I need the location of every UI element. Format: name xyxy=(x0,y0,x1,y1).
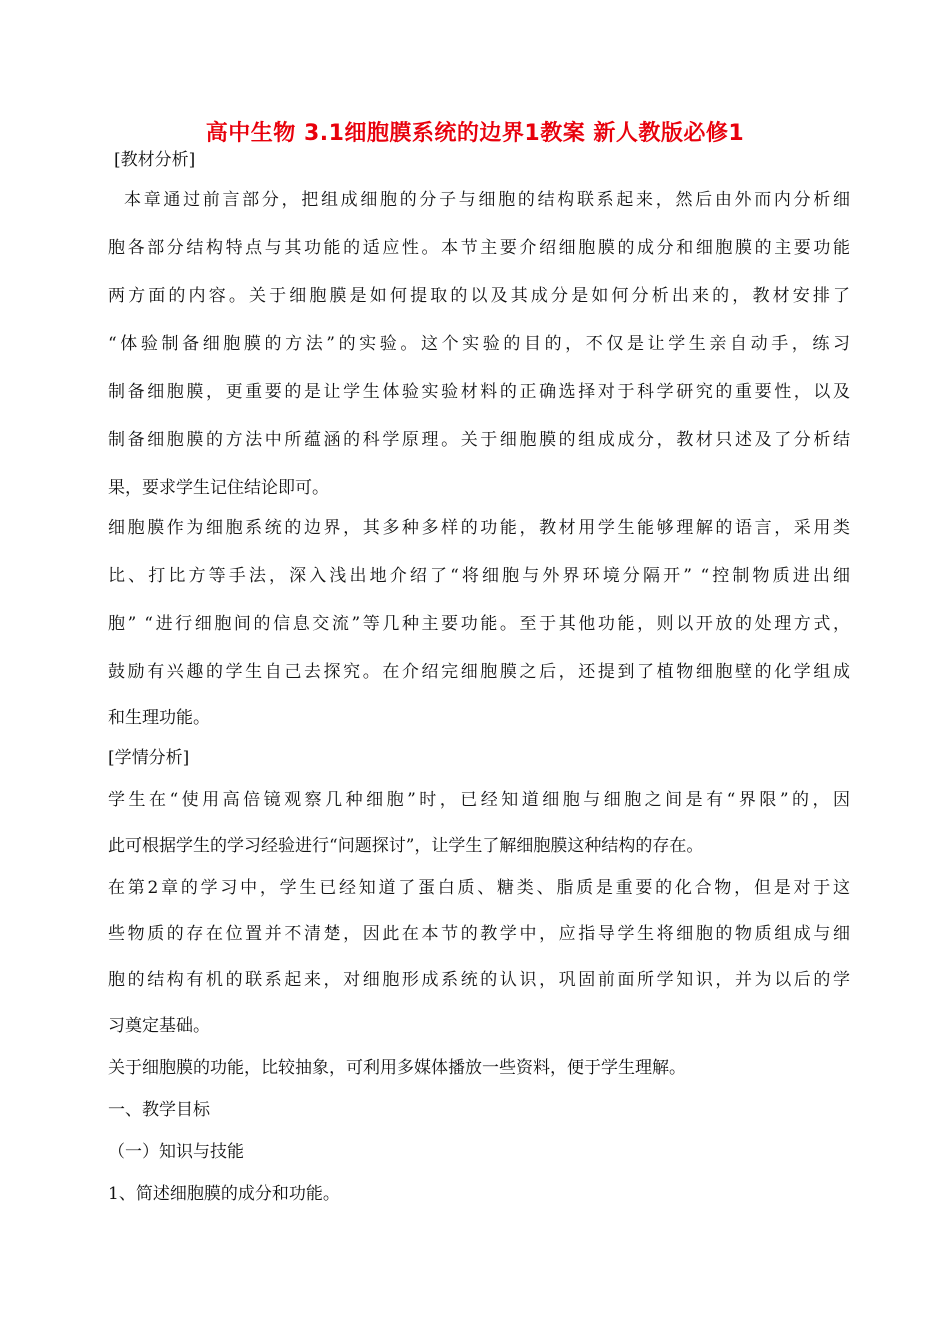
para2-line4: 鼓励有兴趣的学生自己去探究。在介绍完细胞膜之后，还提到了植物细胞壁的化学组成 xyxy=(108,662,850,682)
para1-line4: “体验制备细胞膜的方法”的实验。这个实验的目的，不仅是让学生亲自动手，练习 xyxy=(108,334,850,354)
heading-learner-analysis: [学情分析] xyxy=(108,748,190,768)
document-title: 高中生物 3.1细胞膜系统的边界1教案 新人教版必修1 xyxy=(205,121,745,146)
para1-line2: 胞各部分结构特点与其功能的适应性。本节主要介绍细胞膜的成分和细胞膜的主要功能 xyxy=(108,238,850,258)
para1-line6: 制备细胞膜的方法中所蕴涵的科学原理。关于细胞膜的组成成分，教材只述及了分析结 xyxy=(108,430,850,450)
para1-line7: 果，要求学生记住结论即可。 xyxy=(108,478,329,498)
section-teaching-goals: 一、教学目标 xyxy=(108,1100,210,1120)
para2-line1: 细胞膜作为细胞系统的边界，其多种多样的功能，教材用学生能够理解的语言，采用类 xyxy=(108,518,850,538)
para4-line2: 些物质的存在位置并不清楚，因此在本节的教学中，应指导学生将细胞的物质组成与细 xyxy=(108,924,850,944)
para4-line1: 在第2章的学习中，学生已经知道了蛋白质、糖类、脂质是重要的化合物，但是对于这 xyxy=(108,878,850,898)
goal-item-1: 1、简述细胞膜的成分和功能。 xyxy=(108,1184,340,1204)
heading-material-analysis: [教材分析] xyxy=(114,150,196,170)
para5: 关于细胞膜的功能，比较抽象，可利用多媒体播放一些资料，便于学生理解。 xyxy=(108,1058,686,1078)
para4-line3: 胞的结构有机的联系起来，对细胞形成系统的认识，巩固前面所学知识，并为以后的学 xyxy=(108,970,850,990)
para1-line1: 本章通过前言部分，把组成细胞的分子与细胞的结构联系起来，然后由外而内分析细 xyxy=(124,190,850,210)
para3-line1: 学生在“使用高倍镜观察几种细胞”时，已经知道细胞与细胞之间是有“界限”的，因 xyxy=(108,790,850,810)
para1-line5: 制备细胞膜，更重要的是让学生体验实验材料的正确选择对于科学研究的重要性，以及 xyxy=(108,382,850,402)
para4-line4: 习奠定基础。 xyxy=(108,1016,210,1036)
para2-line5: 和生理功能。 xyxy=(108,708,210,728)
para2-line2: 比、打比方等手法，深入浅出地介绍了“将细胞与外界环境分隔开” “控制物质进出细 xyxy=(108,566,850,586)
para1-line3: 两方面的内容。关于细胞膜是如何提取的以及其成分是如何分析出来的，教材安排了 xyxy=(108,286,850,306)
subsection-knowledge-skills: （一）知识与技能 xyxy=(108,1142,244,1162)
para3-line2: 此可根据学生的学习经验进行“问题探讨”，让学生了解细胞膜这种结构的存在。 xyxy=(108,836,704,856)
para2-line3: 胞” “进行细胞间的信息交流”等几种主要功能。至于其他功能，则以开放的处理方式， xyxy=(108,614,850,634)
